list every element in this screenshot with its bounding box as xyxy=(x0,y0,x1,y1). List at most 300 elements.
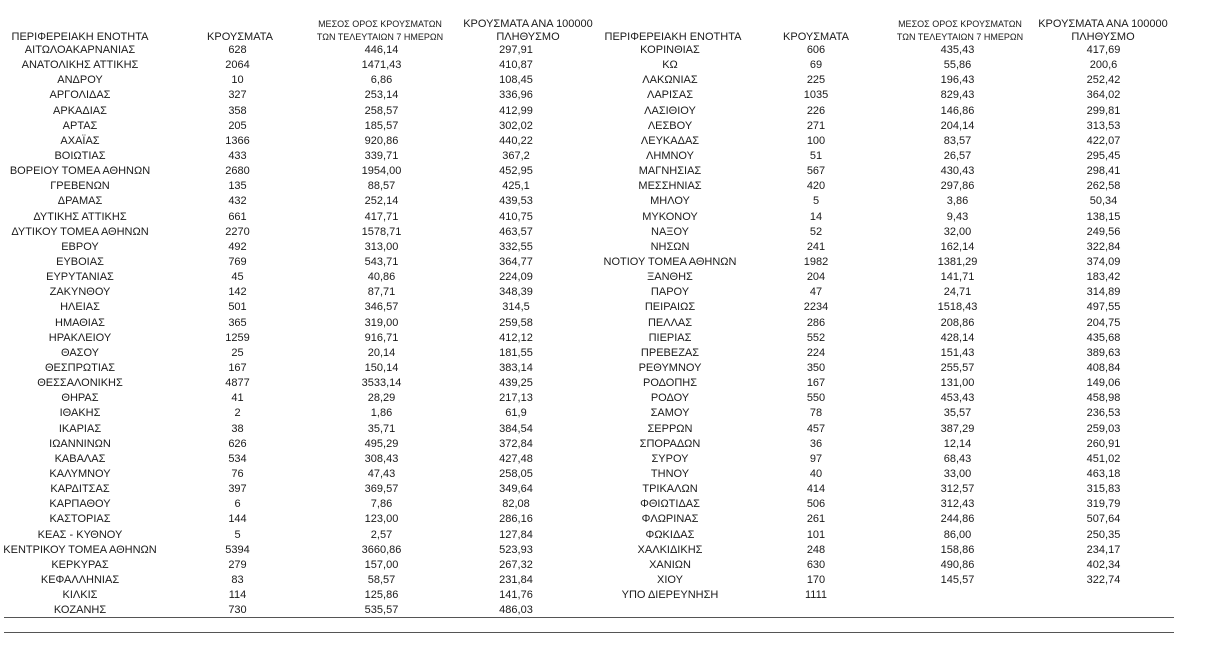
table-row xyxy=(0,58,584,73)
avg-cell: 312,43 xyxy=(940,498,975,511)
per-100k-cell: 127,84 xyxy=(499,528,533,541)
header-avg-line1: ΜΕΣΟΣ ΟΡΟΣ ΚΡΟΥΣΜΑΤΩΝ xyxy=(898,19,1022,29)
region-cell: ΑΡΓΟΛΙΔΑΣ xyxy=(49,89,111,102)
table-row xyxy=(0,482,584,497)
cases-cell: 40 xyxy=(809,468,823,480)
header-avg-line2: ΤΩΝ ΤΕΛΕΥΤΑΙΩΝ 7 ΗΜΕΡΩΝ xyxy=(896,32,1024,42)
table-row xyxy=(0,240,584,255)
region-cell: ΡΟΔΟΠΗΣ xyxy=(642,377,698,390)
per-100k-cell: 348,39 xyxy=(499,286,533,299)
per-100k-cell: 425,1 xyxy=(502,180,530,193)
avg-cell: 162,14 xyxy=(940,240,975,253)
table-row xyxy=(598,88,1182,103)
header-cases: ΚΡΟΥΣΜΑΤΑ xyxy=(783,31,849,43)
region-cell: ΘΗΡΑΣ xyxy=(61,392,99,405)
cases-cell: 5 xyxy=(812,195,820,208)
avg-cell: 319,00 xyxy=(364,316,399,329)
right-table-body xyxy=(598,43,1182,603)
per-100k-cell: 299,81 xyxy=(1086,104,1121,117)
table-row xyxy=(0,361,584,376)
region-cell: ΤΡΙΚΑΛΩΝ xyxy=(642,483,698,496)
region-cell: ΚΑΡΠΑΘΟΥ xyxy=(49,498,111,511)
region-cell: ΒΟΙΩΤΙΑΣ xyxy=(54,150,106,163)
avg-cell: 68,43 xyxy=(943,452,972,465)
bottom-rule-1 xyxy=(4,617,1174,618)
region-cell: ΑΝΔΡΟΥ xyxy=(57,74,103,87)
cases-cell: 226 xyxy=(806,104,826,117)
region-cell: ΚΕΝΤΡΙΚΟΥ ΤΟΜΕΑ ΑΘΗΝΩΝ xyxy=(3,543,157,556)
region-cell: ΚΕΦΑΛΛΗΝΙΑΣ xyxy=(40,573,120,586)
avg-cell: 430,43 xyxy=(940,165,975,178)
per-100k-cell: 435,68 xyxy=(1086,331,1121,344)
per-100k-cell: 322,74 xyxy=(1086,573,1121,586)
region-cell: ΛΑΣΙΘΙΟΥ xyxy=(644,104,696,117)
per-100k-cell: 486,03 xyxy=(499,604,533,617)
per-100k-cell: 234,17 xyxy=(1086,543,1121,556)
region-cell: ΘΑΣΟΥ xyxy=(60,346,100,359)
table-row xyxy=(598,58,1182,73)
region-cell: ΚΕΡΚΥΡΑΣ xyxy=(51,558,109,571)
table-row xyxy=(0,194,584,209)
avg-cell: 346,57 xyxy=(364,301,399,314)
cases-cell: 279 xyxy=(228,558,247,571)
per-100k-cell: 439,53 xyxy=(499,195,533,208)
table-row xyxy=(598,255,1182,270)
avg-cell: 535,57 xyxy=(364,604,399,617)
avg-cell: 252,14 xyxy=(364,195,399,208)
table-row xyxy=(598,119,1182,134)
per-100k-cell: 217,13 xyxy=(499,392,533,405)
region-cell: ΗΡΑΚΛΕΙΟΥ xyxy=(48,331,112,344)
avg-cell: 253,14 xyxy=(364,89,399,102)
per-100k-cell: 297,91 xyxy=(499,44,533,57)
table-row xyxy=(0,588,584,603)
avg-cell: 308,43 xyxy=(364,452,399,465)
avg-cell: 157,00 xyxy=(364,558,399,571)
table-row xyxy=(598,225,1182,240)
cases-cell: 506 xyxy=(806,498,826,511)
region-cell: ΑΡΚΑΔΙΑΣ xyxy=(53,104,107,117)
per-100k-cell: 497,55 xyxy=(1086,301,1121,314)
right-table xyxy=(598,10,1182,603)
region-cell: ΤΗΝΟΥ xyxy=(650,468,690,480)
cases-cell: 420 xyxy=(806,180,826,193)
avg-cell: 387,29 xyxy=(940,422,975,435)
avg-cell: 125,86 xyxy=(364,589,399,602)
avg-cell: 428,14 xyxy=(940,331,975,344)
per-100k-cell: 82,08 xyxy=(502,498,530,511)
per-100k-cell: 236,53 xyxy=(1086,407,1121,420)
per-100k-cell: 336,96 xyxy=(499,89,533,102)
cases-cell: 205 xyxy=(228,119,247,132)
cases-cell: 25 xyxy=(231,346,244,359)
avg-cell: 208,86 xyxy=(940,316,975,329)
region-cell: ΚΑΡΔΙΤΣΑΣ xyxy=(50,483,110,496)
table-row xyxy=(0,225,584,240)
avg-cell: 417,71 xyxy=(364,210,399,223)
table-row xyxy=(0,437,584,452)
table-row xyxy=(0,467,584,482)
cases-cell: 248 xyxy=(806,543,826,556)
avg-cell: 35,57 xyxy=(943,407,972,420)
region-cell: ΣΥΡΟΥ xyxy=(651,452,689,465)
region-cell: ΛΑΡΙΣΑΣ xyxy=(646,89,693,102)
avg-cell: 920,86 xyxy=(364,134,399,147)
per-100k-cell: 389,63 xyxy=(1086,346,1121,359)
cases-cell: 2 xyxy=(234,407,241,420)
region-cell: ΝΗΣΩΝ xyxy=(650,240,690,253)
region-cell: ΚΑΣΤΟΡΙΑΣ xyxy=(49,513,111,526)
cases-cell: 606 xyxy=(806,44,826,57)
table-row xyxy=(598,467,1182,482)
avg-cell: 1471,43 xyxy=(361,59,402,72)
avg-cell: 55,86 xyxy=(943,59,972,72)
cases-cell: 2270 xyxy=(225,225,250,238)
cases-cell: 97 xyxy=(809,452,823,465)
per-100k-cell: 410,87 xyxy=(499,59,533,72)
header-per-line1: ΚΡΟΥΣΜΑΤΑ ΑΝΑ 100000 xyxy=(1038,18,1168,30)
cases-cell: 1111 xyxy=(804,589,828,602)
region-cell: ΣΕΡΡΩΝ xyxy=(647,422,693,435)
table-row xyxy=(0,119,584,134)
avg-cell: 1381,29 xyxy=(937,256,978,269)
cases-cell: 628 xyxy=(228,44,247,57)
table-row xyxy=(0,270,584,285)
per-100k-cell: 259,58 xyxy=(499,316,533,329)
avg-cell: 87,71 xyxy=(367,286,396,299)
per-100k-cell: 364,77 xyxy=(499,256,533,269)
cases-cell: 534 xyxy=(228,452,247,465)
per-100k-cell: 252,42 xyxy=(1086,74,1121,87)
header-region: ΠΕΡΙΦΕΡΕΙΑΚΗ ΕΝΟΤΗΤΑ xyxy=(604,31,742,43)
cases-cell: 1259 xyxy=(225,331,250,344)
cases-cell: 114 xyxy=(228,589,247,602)
per-100k-cell: 61,9 xyxy=(505,407,527,420)
region-cell: ΔΥΤΙΚΟΥ ΤΟΜΕΑ ΑΘΗΝΩΝ xyxy=(11,225,149,238)
cases-cell: 501 xyxy=(228,301,247,314)
per-100k-cell: 408,84 xyxy=(1086,362,1121,375)
header-per-line2: ΠΛΗΘΥΣΜΟ xyxy=(1071,31,1135,43)
cases-cell: 432 xyxy=(228,195,247,208)
table-row xyxy=(598,240,1182,255)
table-row xyxy=(598,270,1182,285)
per-100k-cell: 372,84 xyxy=(499,437,533,450)
cases-cell: 225 xyxy=(806,74,826,87)
avg-cell: 58,57 xyxy=(367,573,396,586)
per-100k-cell: 367,2 xyxy=(502,150,530,163)
per-100k-cell: 50,34 xyxy=(1089,195,1118,208)
per-100k-cell: 314,89 xyxy=(1086,286,1121,299)
table-row xyxy=(0,573,584,588)
cases-cell: 286 xyxy=(806,316,826,329)
table-row xyxy=(0,300,584,315)
region-cell: ΠΡΕΒΕΖΑΣ xyxy=(640,346,700,359)
per-100k-cell: 427,48 xyxy=(499,452,533,465)
per-100k-cell: 224,09 xyxy=(499,271,533,284)
cases-cell: 261 xyxy=(806,513,826,526)
cases-cell: 41 xyxy=(231,392,244,405)
cases-cell: 135 xyxy=(228,180,247,193)
region-cell: ΔΡΑΜΑΣ xyxy=(57,195,103,208)
region-cell: ΓΡΕΒΕΝΩΝ xyxy=(50,180,110,193)
avg-cell: 12,14 xyxy=(943,437,972,450)
per-100k-cell: 440,22 xyxy=(499,134,533,147)
avg-cell: 146,86 xyxy=(940,104,975,117)
table-row xyxy=(598,73,1182,88)
table-row xyxy=(598,149,1182,164)
table-row xyxy=(0,452,584,467)
cases-cell: 10 xyxy=(231,74,244,87)
avg-cell: 297,86 xyxy=(940,180,975,193)
table-row xyxy=(598,543,1182,558)
per-100k-cell: 295,45 xyxy=(1086,150,1121,163)
per-100k-cell: 439,25 xyxy=(499,377,533,390)
per-100k-cell: 313,53 xyxy=(1086,119,1121,132)
table-row xyxy=(598,164,1182,179)
per-100k-cell: 364,02 xyxy=(1086,89,1121,102)
region-cell: ΡΕΘΥΜΝΟΥ xyxy=(638,362,702,375)
cases-cell: 457 xyxy=(806,422,826,435)
cases-cell: 414 xyxy=(806,483,826,496)
per-100k-cell: 412,12 xyxy=(499,331,533,344)
avg-cell: 490,86 xyxy=(940,558,975,571)
table-row xyxy=(0,497,584,512)
avg-cell: 32,00 xyxy=(943,225,972,238)
per-100k-cell: 108,45 xyxy=(499,74,533,87)
avg-cell: 204,14 xyxy=(940,119,975,132)
cases-cell: 38 xyxy=(231,422,244,435)
per-100k-cell: 507,64 xyxy=(1086,513,1121,526)
cases-cell: 492 xyxy=(228,240,247,253)
table-row xyxy=(0,543,584,558)
cases-cell: 769 xyxy=(228,256,247,269)
avg-cell: 86,00 xyxy=(943,528,972,541)
region-cell: ΑΝΑΤΟΛΙΚΗΣ ΑΤΤΙΚΗΣ xyxy=(21,59,139,72)
table-row xyxy=(0,316,584,331)
table-row xyxy=(598,497,1182,512)
per-100k-cell: 204,75 xyxy=(1086,316,1121,329)
region-cell: ΜΗΛΟΥ xyxy=(650,195,690,208)
cases-cell: 167 xyxy=(806,377,826,390)
region-cell: ΚΑΒΑΛΑΣ xyxy=(54,452,106,465)
per-100k-cell: 260,91 xyxy=(1086,437,1121,450)
cases-cell: 51 xyxy=(809,150,823,163)
region-cell: ΑΧΑΪΑΣ xyxy=(60,134,100,147)
cases-cell: 2680 xyxy=(225,165,250,178)
left-table xyxy=(0,10,593,618)
avg-cell: 20,14 xyxy=(367,346,396,359)
cases-cell: 6 xyxy=(234,498,241,511)
table-row xyxy=(0,88,584,103)
per-100k-cell: 523,93 xyxy=(499,543,533,556)
region-cell: ΛΑΚΩΝΙΑΣ xyxy=(642,74,698,87)
avg-cell: 916,71 xyxy=(364,331,399,344)
table-row xyxy=(598,179,1182,194)
per-100k-cell: 417,69 xyxy=(1086,44,1121,57)
region-cell: ΡΟΔΟΥ xyxy=(650,392,690,405)
table-row xyxy=(598,528,1182,543)
per-100k-cell: 259,03 xyxy=(1086,422,1121,435)
table-row xyxy=(0,422,584,437)
per-100k-cell: 231,84 xyxy=(499,573,533,586)
cases-cell: 550 xyxy=(806,392,826,405)
avg-cell: 88,57 xyxy=(367,180,396,193)
region-cell: ΧΑΛΚΙΔΙΚΗΣ xyxy=(637,543,703,556)
avg-cell: 151,43 xyxy=(940,346,975,359)
per-100k-cell: 349,64 xyxy=(499,483,533,496)
avg-cell: 83,57 xyxy=(943,134,972,147)
region-cell: ΝΟΤΙΟΥ ΤΟΜΕΑ ΑΘΗΝΩΝ xyxy=(603,256,737,269)
table-row xyxy=(0,558,584,573)
cases-cell: 4877 xyxy=(225,377,250,390)
region-cell: ΜΥΚΟΝΟΥ xyxy=(642,210,698,223)
cases-cell: 397 xyxy=(228,483,247,496)
region-cell: ΚΕΑΣ - ΚΥΘΝΟΥ xyxy=(37,528,123,541)
region-cell: ΣΑΜΟΥ xyxy=(650,407,690,420)
per-100k-cell: 138,15 xyxy=(1086,210,1121,223)
header-avg-line1: ΜΕΣΟΣ ΟΡΟΣ ΚΡΟΥΣΜΑΤΩΝ xyxy=(318,19,442,29)
region-cell: ΚΟΡΙΝΘΙΑΣ xyxy=(640,44,700,57)
per-100k-cell: 451,02 xyxy=(1086,452,1121,465)
region-cell: ΕΥΡΥΤΑΝΙΑΣ xyxy=(46,271,114,284)
avg-cell: 1518,43 xyxy=(937,301,978,314)
region-cell: ΔΥΤΙΚΗΣ ΑΤΤΙΚΗΣ xyxy=(33,210,127,223)
avg-cell: 9,43 xyxy=(946,210,969,223)
header-avg-line2: ΤΩΝ ΤΕΛΕΥΤΑΙΩΝ 7 ΗΜΕΡΩΝ xyxy=(316,32,444,42)
cases-cell: 5 xyxy=(234,528,241,541)
table-row xyxy=(598,361,1182,376)
per-100k-cell: 200,6 xyxy=(1089,59,1118,72)
cases-cell: 142 xyxy=(228,286,247,299)
cases-cell: 78 xyxy=(809,407,823,420)
cases-cell: 100 xyxy=(806,134,826,147)
region-cell: ΠΕΛΛΑΣ xyxy=(647,316,693,329)
per-100k-cell: 141,76 xyxy=(499,589,533,602)
region-cell: ΠΑΡΟΥ xyxy=(650,286,690,299)
table-row xyxy=(0,346,584,361)
avg-cell: 312,57 xyxy=(940,483,975,496)
avg-cell: 185,57 xyxy=(364,119,399,132)
table-row xyxy=(0,134,584,149)
avg-cell: 7,86 xyxy=(370,498,393,511)
cases-cell: 2064 xyxy=(225,59,250,72)
cases-cell: 5394 xyxy=(225,543,250,556)
table-row xyxy=(0,255,584,270)
table-row xyxy=(598,210,1182,225)
cases-cell: 47 xyxy=(809,286,823,299)
table-row xyxy=(598,391,1182,406)
avg-cell: 3533,14 xyxy=(361,377,402,390)
region-cell: ΖΑΚΥΝΘΟΥ xyxy=(49,286,111,299)
table-row xyxy=(0,210,584,225)
per-100k-cell: 452,95 xyxy=(499,165,533,178)
table-row xyxy=(598,346,1182,361)
region-cell: ΙΚΑΡΙΑΣ xyxy=(58,422,102,435)
avg-cell: 6,86 xyxy=(370,74,393,87)
avg-cell: 145,57 xyxy=(940,573,975,586)
cases-cell: 2234 xyxy=(803,301,829,314)
per-100k-cell: 463,57 xyxy=(499,225,533,238)
per-100k-cell: 384,54 xyxy=(499,422,533,435)
region-cell: ΦΩΚΙΔΑΣ xyxy=(645,528,695,541)
region-cell: ΙΘΑΚΗΣ xyxy=(59,407,101,420)
table-row xyxy=(0,376,584,391)
avg-cell: 33,00 xyxy=(943,468,972,480)
region-cell: ΙΩΑΝΝΙΝΩΝ xyxy=(49,437,111,450)
avg-cell: 446,14 xyxy=(364,44,399,57)
table-row xyxy=(0,528,584,543)
region-cell: ΦΛΩΡΙΝΑΣ xyxy=(641,513,699,526)
table-row xyxy=(0,331,584,346)
avg-cell: 495,29 xyxy=(364,437,399,450)
avg-cell xyxy=(890,588,1025,603)
cases-cell: 69 xyxy=(809,59,823,72)
header-per-line1: ΚΡΟΥΣΜΑΤΑ ΑΝΑ 100000 xyxy=(463,18,593,30)
table-row xyxy=(0,164,584,179)
table-row xyxy=(0,285,584,300)
avg-cell: 150,14 xyxy=(364,362,399,375)
table-row xyxy=(0,73,584,88)
table-row xyxy=(598,512,1182,527)
region-cell: ΦΘΙΩΤΙΔΑΣ xyxy=(640,498,700,511)
region-cell: ΘΕΣΠΡΩΤΙΑΣ xyxy=(44,362,116,375)
region-cell: ΣΠΟΡΑΔΩΝ xyxy=(639,437,701,450)
region-cell: ΥΠΟ ΔΙΕΡΕΥΝΗΣΗ xyxy=(621,589,719,602)
cases-cell: 1366 xyxy=(225,134,250,147)
per-100k-cell: 458,98 xyxy=(1086,392,1121,405)
region-cell: ΘΕΣΣΑΛΟΝΙΚΗΣ xyxy=(37,377,123,390)
per-100k-cell: 314,5 xyxy=(502,301,530,314)
cases-cell: 271 xyxy=(806,119,826,132)
table-row xyxy=(0,406,584,421)
avg-cell: 47,43 xyxy=(367,468,396,480)
avg-cell: 1954,00 xyxy=(361,165,402,178)
per-100k-cell: 402,34 xyxy=(1086,558,1121,571)
per-100k-cell: 422,07 xyxy=(1086,134,1121,147)
per-100k-cell: 412,99 xyxy=(499,104,533,117)
table-row xyxy=(598,437,1182,452)
table-row xyxy=(598,588,1182,603)
per-100k-cell: 286,16 xyxy=(499,513,533,526)
avg-cell: 28,29 xyxy=(367,392,396,405)
per-100k-cell: 183,42 xyxy=(1086,271,1121,284)
region-cell: ΗΜΑΘΙΑΣ xyxy=(55,316,105,329)
cases-cell: 241 xyxy=(806,240,826,253)
region-cell: ΧΑΝΙΩΝ xyxy=(649,558,691,571)
region-cell: ΑΙΤΩΛΟΑΚΑΡΝΑΝΙΑΣ xyxy=(24,44,136,57)
per-100k-cell: 181,55 xyxy=(499,346,533,359)
region-cell: ΕΒΡΟΥ xyxy=(61,240,99,253)
table-row xyxy=(598,376,1182,391)
avg-cell: 1578,71 xyxy=(361,225,402,238)
per-100k-cell: 250,35 xyxy=(1086,528,1121,541)
region-cell: ΒΟΡΕΙΟΥ ΤΟΜΕΑ ΑΘΗΝΩΝ xyxy=(9,165,151,178)
avg-cell: 3,86 xyxy=(946,195,969,208)
cases-cell: 567 xyxy=(806,165,826,178)
cases-cell: 327 xyxy=(228,89,247,102)
avg-cell: 40,86 xyxy=(367,271,396,284)
region-cell: ΕΥΒΟΙΑΣ xyxy=(56,256,104,269)
cases-cell: 626 xyxy=(228,437,247,450)
table-row xyxy=(598,573,1182,588)
region-cell: ΛΗΜΝΟΥ xyxy=(646,150,694,163)
cases-cell: 167 xyxy=(228,362,247,375)
table-row xyxy=(598,134,1182,149)
table-row xyxy=(598,43,1182,58)
region-cell: ΚΑΛΥΜΝΟΥ xyxy=(49,468,111,480)
avg-cell: 131,00 xyxy=(940,377,975,390)
cases-cell: 358 xyxy=(228,104,247,117)
